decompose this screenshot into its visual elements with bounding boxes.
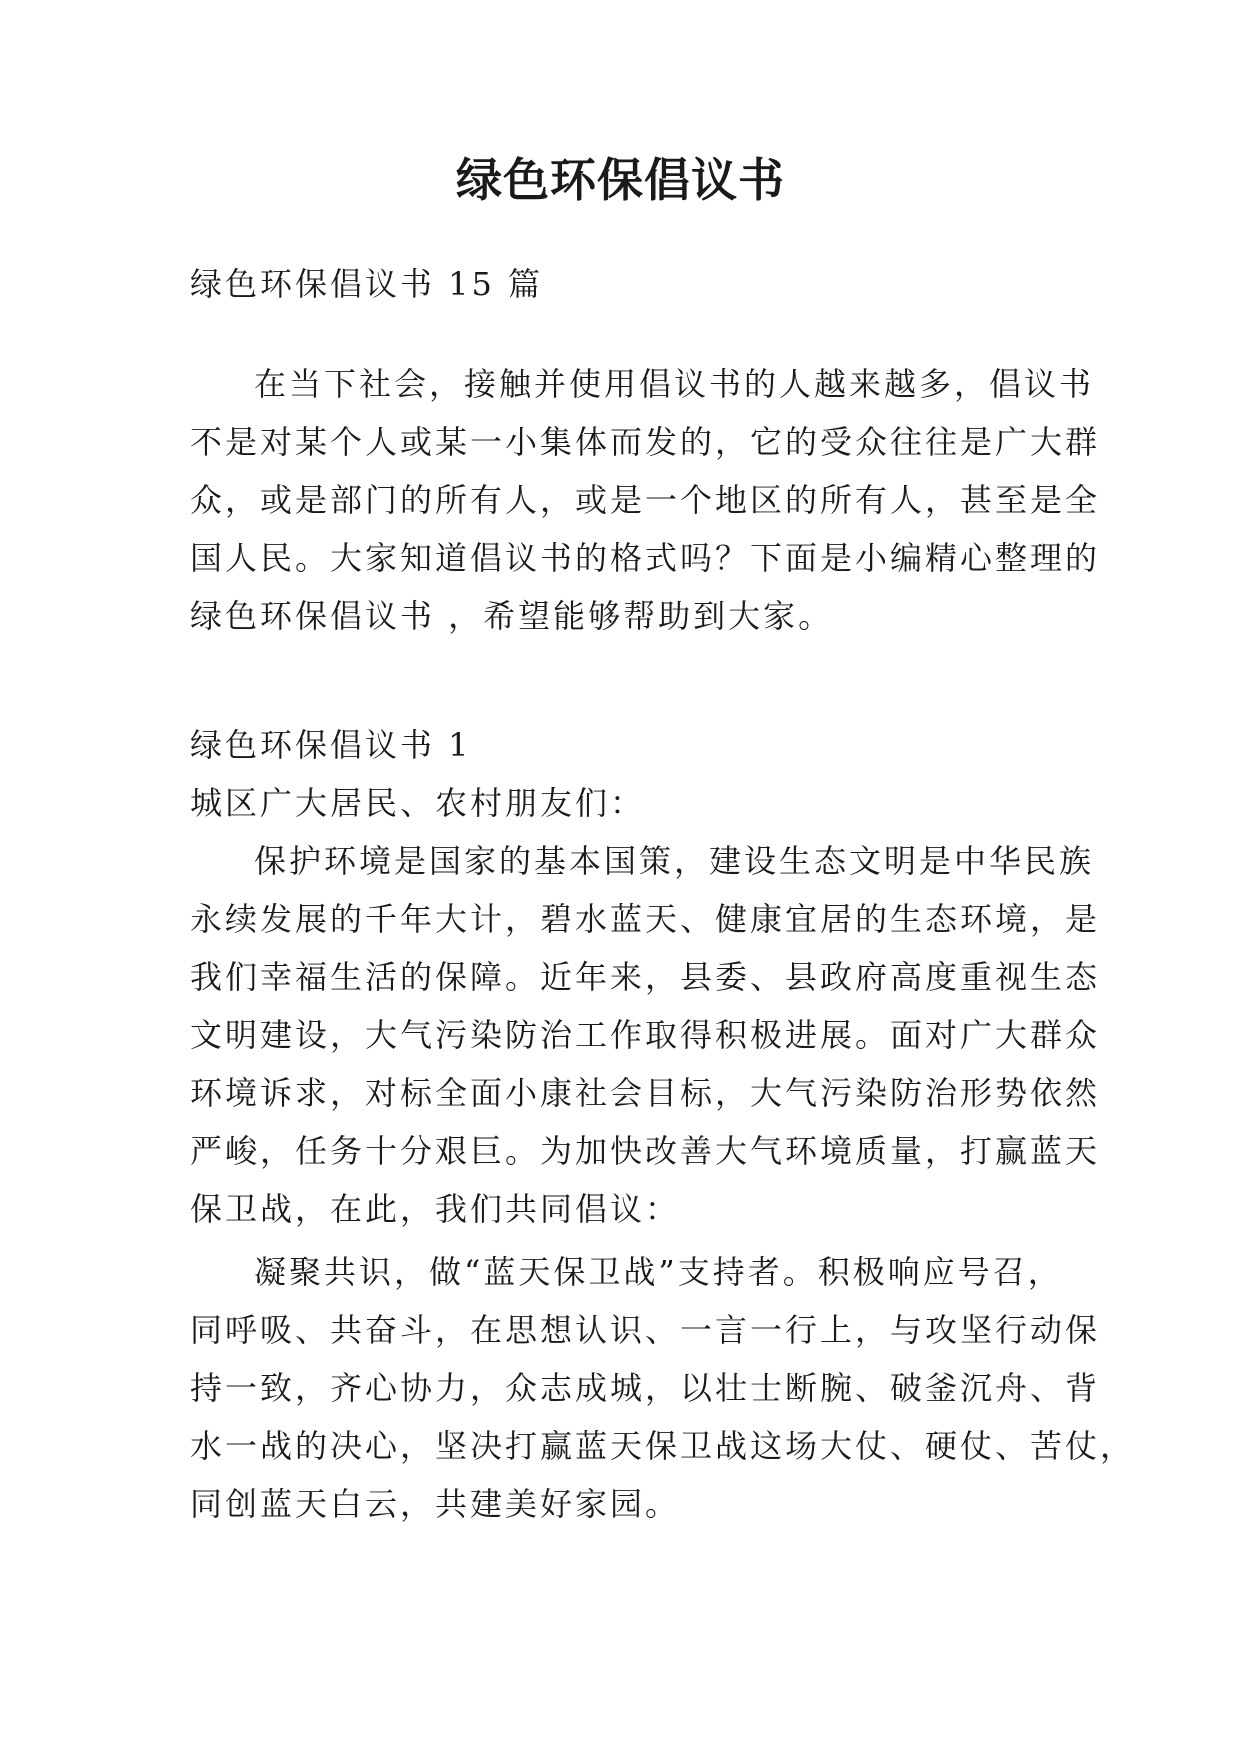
paragraph-line: 水一战的决心，坚决打赢蓝天保卫战这场大仗、硬仗、苦仗， [190,1427,1136,1465]
document-subtitle: 绿色环保倡议书 15 篇 [190,265,544,303]
paragraph-line: 国人民。大家知道倡议书的格式吗？下面是小编精心整理的 [190,539,1101,577]
paragraph-line: 严峻，任务十分艰巨。为加快改善大气环境质量，打赢蓝天 [190,1132,1101,1170]
document-title: 绿色环保倡议书 [456,153,785,207]
paragraph-line: 我们幸福生活的保障。近年来，县委、县政府高度重视生态 [190,958,1101,996]
paragraph-line: 绿色环保倡议书 ，希望能够帮助到大家。 [190,597,834,635]
paragraph-line: 文明建设，大气污染防治工作取得积极进展。面对广大群众 [190,1016,1101,1054]
paragraph-line: 保卫战，在此，我们共同倡议： [190,1190,681,1228]
body-paragraph-2 [190,1243,1136,1533]
paragraph-line: 不是对某个人或某一小集体而发的，它的受众往往是广大群 [190,423,1101,461]
intro-paragraph [190,355,1101,645]
body-paragraph-1 [190,832,1101,1238]
paragraph-line: 同创蓝天白云，共建美好家园。 [190,1485,681,1523]
paragraph-line: 同呼吸、共奋斗，在思想认识、一言一行上，与攻坚行动保 [190,1311,1101,1349]
paragraph-line: 永续发展的千年大计，碧水蓝天、健康宜居的生态环境，是 [190,900,1101,938]
paragraph-line: 在当下社会，接触并使用倡议书的人越来越多，倡议书 [254,365,1095,403]
paragraph-line: 持一致，齐心协力，众志成城，以壮士断腕、破釜沉舟、背 [190,1369,1101,1407]
paragraph-line: 环境诉求，对标全面小康社会目标，大气污染防治形势依然 [190,1074,1101,1112]
paragraph-line: 众，或是部门的所有人，或是一个地区的所有人，甚至是全 [190,481,1101,519]
section-heading: 绿色环保倡议书 1 [190,726,472,764]
paragraph-line: 凝聚共识，做“蓝天保卫战”支持者。积极响应号召， [254,1253,1063,1291]
paragraph-line: 保护环境是国家的基本国策，建设生态文明是中华民族 [254,842,1095,880]
salutation: 城区广大居民、农村朋友们： [190,784,646,822]
